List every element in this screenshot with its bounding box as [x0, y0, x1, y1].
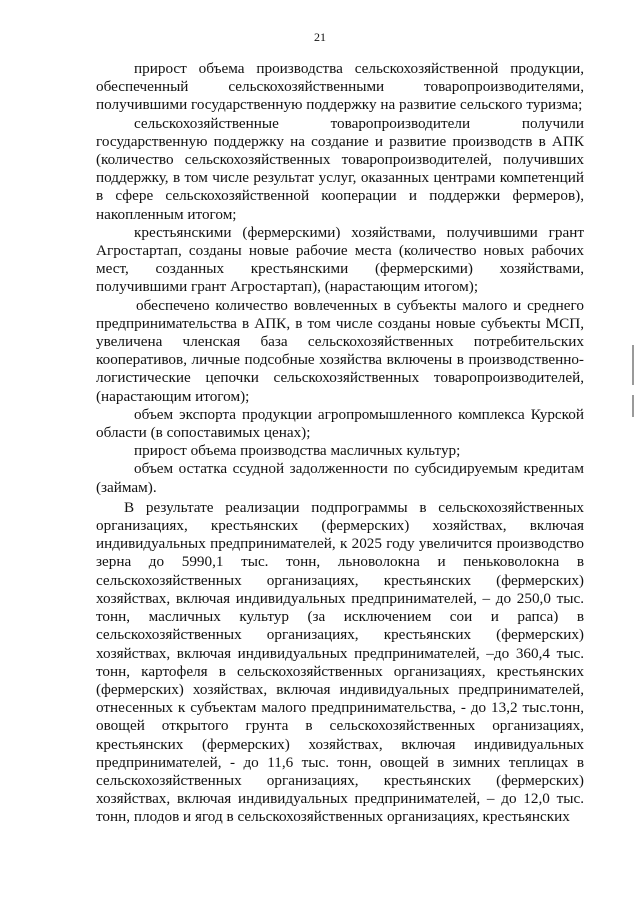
paragraph-agrostartup: крестьянскими (фермерскими) хозяйствами, получившими грант Агростартап, созданы новые рабочие места (количество новых рабочих мест, созданных крестьянскими (фермерскими) хозяйствами, получившими грант Агростартап), (нарастающим итогом);: [96, 223, 584, 296]
scan-edge-mark: [632, 395, 634, 417]
page-number: 21: [314, 30, 326, 44]
paragraph-tourism: прирост объема производства сельскохозяйственной продукции, обеспеченный сельскохозяйственными товаропроизводителями, получившими государственную поддержку на развитие сельского туризма;: [96, 60, 584, 114]
document-body: [96, 60, 584, 827]
paragraph-apk-support: сельскохозяйственные товаропроизводители получили государственную поддержку на создание и развитие производств в АПК (количество сельскохозяйственных товаропроизводителей, получивших поддержку, в том числе результат услуг, оказанных центрами компетенций в сфере сельскохозяйственной кооперации и поддержки фермеров), накопленным итогом;: [96, 114, 584, 223]
paragraph-results: В результате реализации подпрограммы в сельскохозяйственных организациях, крестьянских (фермерских) хозяйствах, включая индивидуальных предпринимателей, к 2025 году увеличится производство зерна до 5990,1 тыс. тонн, льноволокна и пеньковолокна в сельскохозяйственных организациях, крестьянских (фермерских) хозяйствах, включая индивидуальных предпринимателей, – до 250,0 тыс. тонн, масличных культур (за исключением сои и рапса) в сельскохозяйственных организациях, крестьянских (фермерских) хозяйствах, включая индивидуальных предпринимателей, –до 360,4 тыс. тонн, картофеля в сельскохозяйственных организациях, крестьянских (фермерских) хозяйствах, включая индивидуальных предпринимателей, отнесенных к субъектам малого предпринимательства, - до 13,2 тыс.тонн, овощей открытого грунта в сельскохозяйственных организациях, крестьянских (фермерских) хозяйствах, включая индивидуальных предпринимателей, - до 11,6 тыс. тонн, овощей в зимних теплицах в сельскохозяйственных организациях, крестьянских (фермерских) хозяйствах, включая индивидуальных предпринимателей, – до 12,0 тыс. тонн, плодов и ягод в сельскохозяйственных организациях, крестьянских: [96, 498, 584, 826]
paragraph-oilseeds: прирост объема производства масличных культур;: [134, 442, 461, 460]
paragraph-export: объем экспорта продукции агропромышленного комплекса Курской области (в сопоставимых ценах);: [96, 405, 584, 442]
paragraph-msp: обеспечено количество вовлеченных в субъекты малого и среднего предпринимательства в АПК, в том числе созданы новые субъекты МСП, увеличена членская база сельскохозяйственных потребительских кооперативов, личные подсобные хозяйства включены в производственно-логистические цепочки сельскохозяйственных товаропроизводителей, (нарастающим итогом);: [96, 296, 584, 405]
paragraph-credit: объем остатка ссудной задолженности по субсидируемым кредитам (займам).: [96, 460, 584, 496]
scan-edge-mark: [632, 345, 634, 385]
